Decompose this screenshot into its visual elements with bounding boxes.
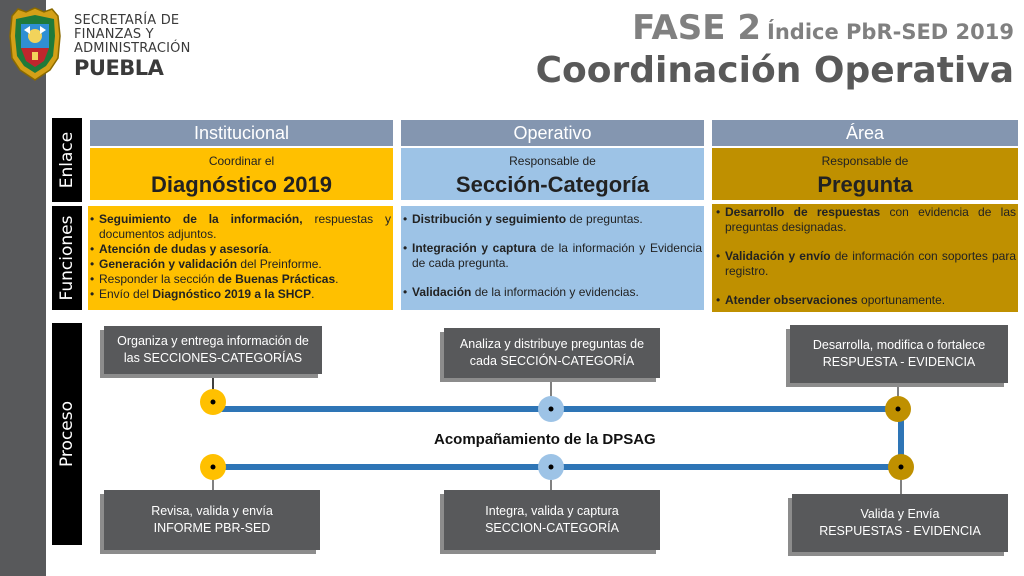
funcion-item: • Envío del Diagnóstico 2019 a la SHCP.: [90, 287, 391, 302]
funcion-item: • Integración y captura de la información y Evidencia de cada pregunta.: [403, 241, 702, 271]
enlace-big-text: Diagnóstico 2019: [151, 172, 332, 197]
process-box-top-operativo: [444, 328, 660, 378]
process-text-line: Organiza y entrega información de: [117, 334, 309, 348]
process-text-line: cada SECCIÓN-CATEGORÍA: [469, 354, 635, 368]
process-text-line: RESPUESTAS - EVIDENCIA: [819, 524, 981, 538]
title-sub: Índice PbR-SED 2019: [767, 20, 1014, 44]
funcion-item: • Validación y envío de información con soportes para registro.: [716, 249, 1016, 279]
org-city: PUEBLA: [74, 56, 164, 80]
funcion-item: • Desarrollo de respuestas con evidencia de las preguntas designadas.: [716, 205, 1016, 235]
funcion-item: • Seguimiento de la información, respuestas y documentos adjuntos.: [90, 212, 391, 242]
process-box-top-institucional: [104, 326, 322, 374]
process-text-line: Desarrolla, modifica o fortalece: [812, 338, 986, 352]
enlace-small-text: Responsable de: [821, 154, 909, 168]
enlace-small-text: Responsable de: [509, 154, 596, 168]
node-dot: [899, 465, 904, 470]
funcion-item: • Distribución y seguimiento de preguntas.: [403, 212, 702, 227]
dpsag-label: Acompañamiento de la DPSAG: [434, 431, 656, 448]
org-line-1: SECRETARÍA DE: [74, 13, 180, 28]
enlace-big-text: Pregunta: [817, 172, 913, 197]
process-box-top-area: [790, 325, 1008, 383]
funcion-item: • Generación y validación del Preinforme.: [90, 257, 391, 272]
process-text-line: las SECCIONES-CATEGORÍAS: [123, 351, 303, 365]
node-dot: [549, 465, 554, 470]
node-dot: [896, 407, 901, 412]
node-dot: [211, 465, 216, 470]
process-box-bottom-operativo: [444, 490, 660, 550]
process-box-bottom-area: [792, 494, 1008, 552]
process-text-line: RESPUESTA - EVIDENCIA: [822, 355, 976, 369]
funcion-item: • Validación de la información y evidencias.: [403, 285, 702, 300]
title-main: FASE 2: [632, 8, 762, 48]
funcion-item: • Responder la sección de Buenas Prácticas.: [90, 272, 391, 287]
process-box-bottom-institucional: [104, 490, 320, 550]
column-header-area: Área: [712, 120, 1018, 146]
funcion-item: • Atención de dudas y asesoría.: [90, 242, 391, 257]
process-text-line: Valida y Envía: [860, 507, 940, 521]
process-text-line: Revisa, valida y envía: [151, 504, 273, 518]
slide-subtitle: Coordinación Operativa: [535, 50, 1014, 91]
process-text-line: Integra, valida y captura: [485, 504, 619, 518]
org-line-2: FINANZAS Y: [74, 27, 154, 42]
row-label-enlace-text: Enlace: [57, 131, 77, 189]
funcion-item: • Atender observaciones oportunamente.: [716, 293, 1016, 308]
process-text-line: Analiza y distribuye preguntas de: [459, 337, 645, 351]
node-dot: [549, 407, 554, 412]
column-header-institucional: Institucional: [90, 120, 393, 146]
org-line-3: ADMINISTRACIÓN: [74, 41, 191, 56]
process-text-line: INFORME PBR-SED: [153, 521, 271, 535]
node-dot: [211, 400, 216, 405]
row-label-proceso-text: Proceso: [57, 400, 77, 468]
column-header-operativo: Operativo: [401, 120, 704, 146]
enlace-big-text: Sección-Categoría: [455, 172, 650, 197]
enlace-small-text: Coordinar el: [208, 154, 275, 168]
row-label-funciones-text: Funciones: [57, 215, 77, 301]
process-text-line: SECCION-CATEGORÍA: [485, 521, 619, 535]
